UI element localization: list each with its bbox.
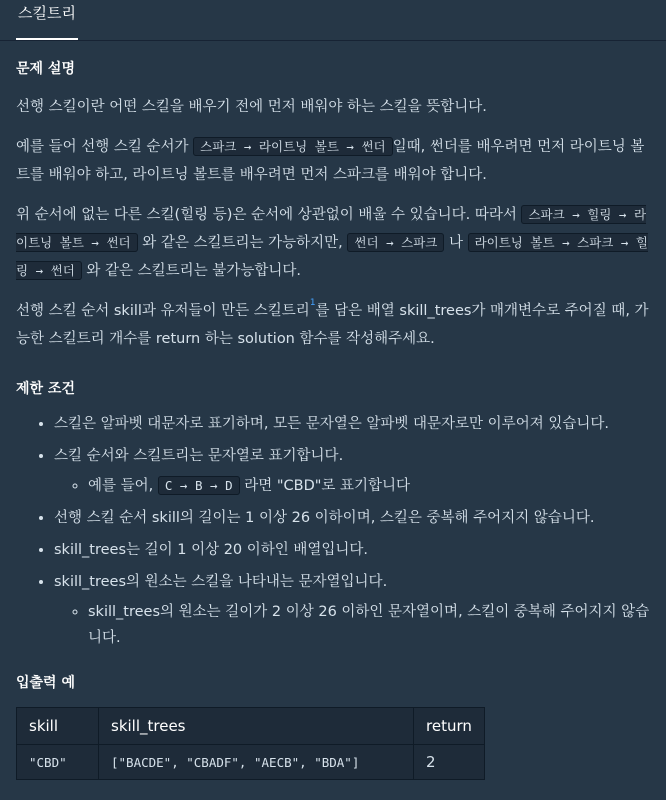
problem-paragraph-4 bbox=[16, 297, 650, 353]
paragraph-text: 를 담은 배열 skill_trees가 매개변수로 주어질 때, 가능한 스킬트리 개수를 return 하는 solution 함수를 작성해주세요. bbox=[16, 303, 649, 347]
constraint-item: • 스킬은 알파벳 대문자로 표기하며, 모든 문자열은 알파벳 대문자로만 이루어져 있습니다. bbox=[54, 411, 650, 437]
constraint-sublist bbox=[54, 473, 650, 499]
table-row bbox=[17, 745, 485, 780]
constraints-heading: 제한 조건 bbox=[16, 381, 75, 397]
paragraph-text: 예를 들어 선행 스킬 순서가 bbox=[16, 139, 194, 155]
problem-paragraph-3 bbox=[16, 201, 650, 285]
paragraph-text: 와 같은 스킬트리는 가능하지만, bbox=[137, 235, 348, 251]
constraint-item bbox=[54, 569, 650, 651]
constraint-text: 스킬 순서와 스킬트리는 문자열로 표기합니다. bbox=[54, 448, 344, 464]
paragraph-text: 위 순서에 없는 다른 스킬(힐링 등)은 순서에 상관없이 배울 수 있습니다. 따라서 bbox=[16, 207, 522, 223]
column-header-skill: skill bbox=[17, 708, 99, 745]
column-header-skill-trees: skill_trees bbox=[99, 708, 414, 745]
footnote-link[interactable]: 1 bbox=[309, 298, 316, 308]
constraint-item bbox=[54, 443, 650, 499]
paragraph-text: 일때, 썬더를 배우려면 먼저 라이트닝 볼트를 배워야 하고, 라이트닝 볼트를 배우려면 먼저 스파크를 배워야 합니다. bbox=[16, 139, 645, 183]
column-header-return: return bbox=[414, 708, 485, 745]
problem-paragraph-1: 선행 스킬이란 어떤 스킬을 배우기 전에 먼저 배워야 하는 스킬을 뜻합니다. bbox=[16, 99, 487, 115]
constraint-text: 예를 들어, bbox=[88, 478, 158, 494]
io-table bbox=[16, 707, 485, 780]
cell-skill bbox=[17, 745, 99, 780]
io-heading: 입출력 예 bbox=[16, 675, 75, 691]
paragraph-text: 선행 스킬 순서 skill과 유저들이 만든 스킬트리 bbox=[16, 303, 310, 319]
problem-heading: 문제 설명 bbox=[16, 61, 75, 77]
constraint-item: • skill_trees는 길이 1 이상 20 이하인 배열입니다. bbox=[54, 537, 650, 563]
constraint-item: • 선행 스킬 순서 skill의 길이는 1 이상 26 이하이며, 스킬은 중복해 주어지지 않습니다. bbox=[54, 505, 650, 531]
code-invalid-tree-1: 썬더 → 스파크 bbox=[347, 233, 444, 252]
constraint-subitem: ◦ skill_trees의 원소는 길이가 2 이상 26 이하인 문자열이며, 스킬이 중복해 주어지지 않습니다. bbox=[88, 599, 650, 651]
cell-return: 2 bbox=[414, 745, 485, 780]
tab-skill-tree[interactable]: 스킬트리 bbox=[16, 0, 78, 40]
constraint-text: 라면 "CBD"로 표기합니다 bbox=[239, 478, 411, 494]
constraint-subitem bbox=[88, 473, 650, 499]
code-skill-order: 스파크 → 라이트닝 볼트 → 썬더 bbox=[193, 137, 393, 156]
tab-bar bbox=[0, 0, 666, 41]
cell-skill-trees bbox=[99, 745, 414, 780]
paragraph-text: 나 bbox=[444, 235, 468, 251]
code-invalid-tree-2: 라이트닝 볼트 → 스파크 → 힐링 → 썬더 bbox=[16, 235, 649, 278]
paragraph-text: 와 같은 스킬트리는 불가능합니다. bbox=[81, 263, 301, 279]
constraint-text: skill_trees의 원소는 스킬을 나타내는 문자열입니다. bbox=[54, 574, 388, 590]
code-skill-value: "CBD" bbox=[29, 754, 67, 770]
problem-paragraph-2 bbox=[16, 133, 650, 189]
constraint-sublist bbox=[54, 599, 650, 651]
code-example: C → B → D bbox=[158, 476, 240, 495]
problem-content bbox=[0, 59, 666, 780]
code-skill-trees-value: ["BACDE", "CBADF", "AECB", "BDA"] bbox=[111, 754, 360, 770]
constraints-list bbox=[16, 411, 650, 651]
code-valid-tree: 스파크 → 힐링 → 라이트닝 볼트 → 썬더 bbox=[16, 207, 647, 250]
table-header-row bbox=[17, 708, 485, 745]
